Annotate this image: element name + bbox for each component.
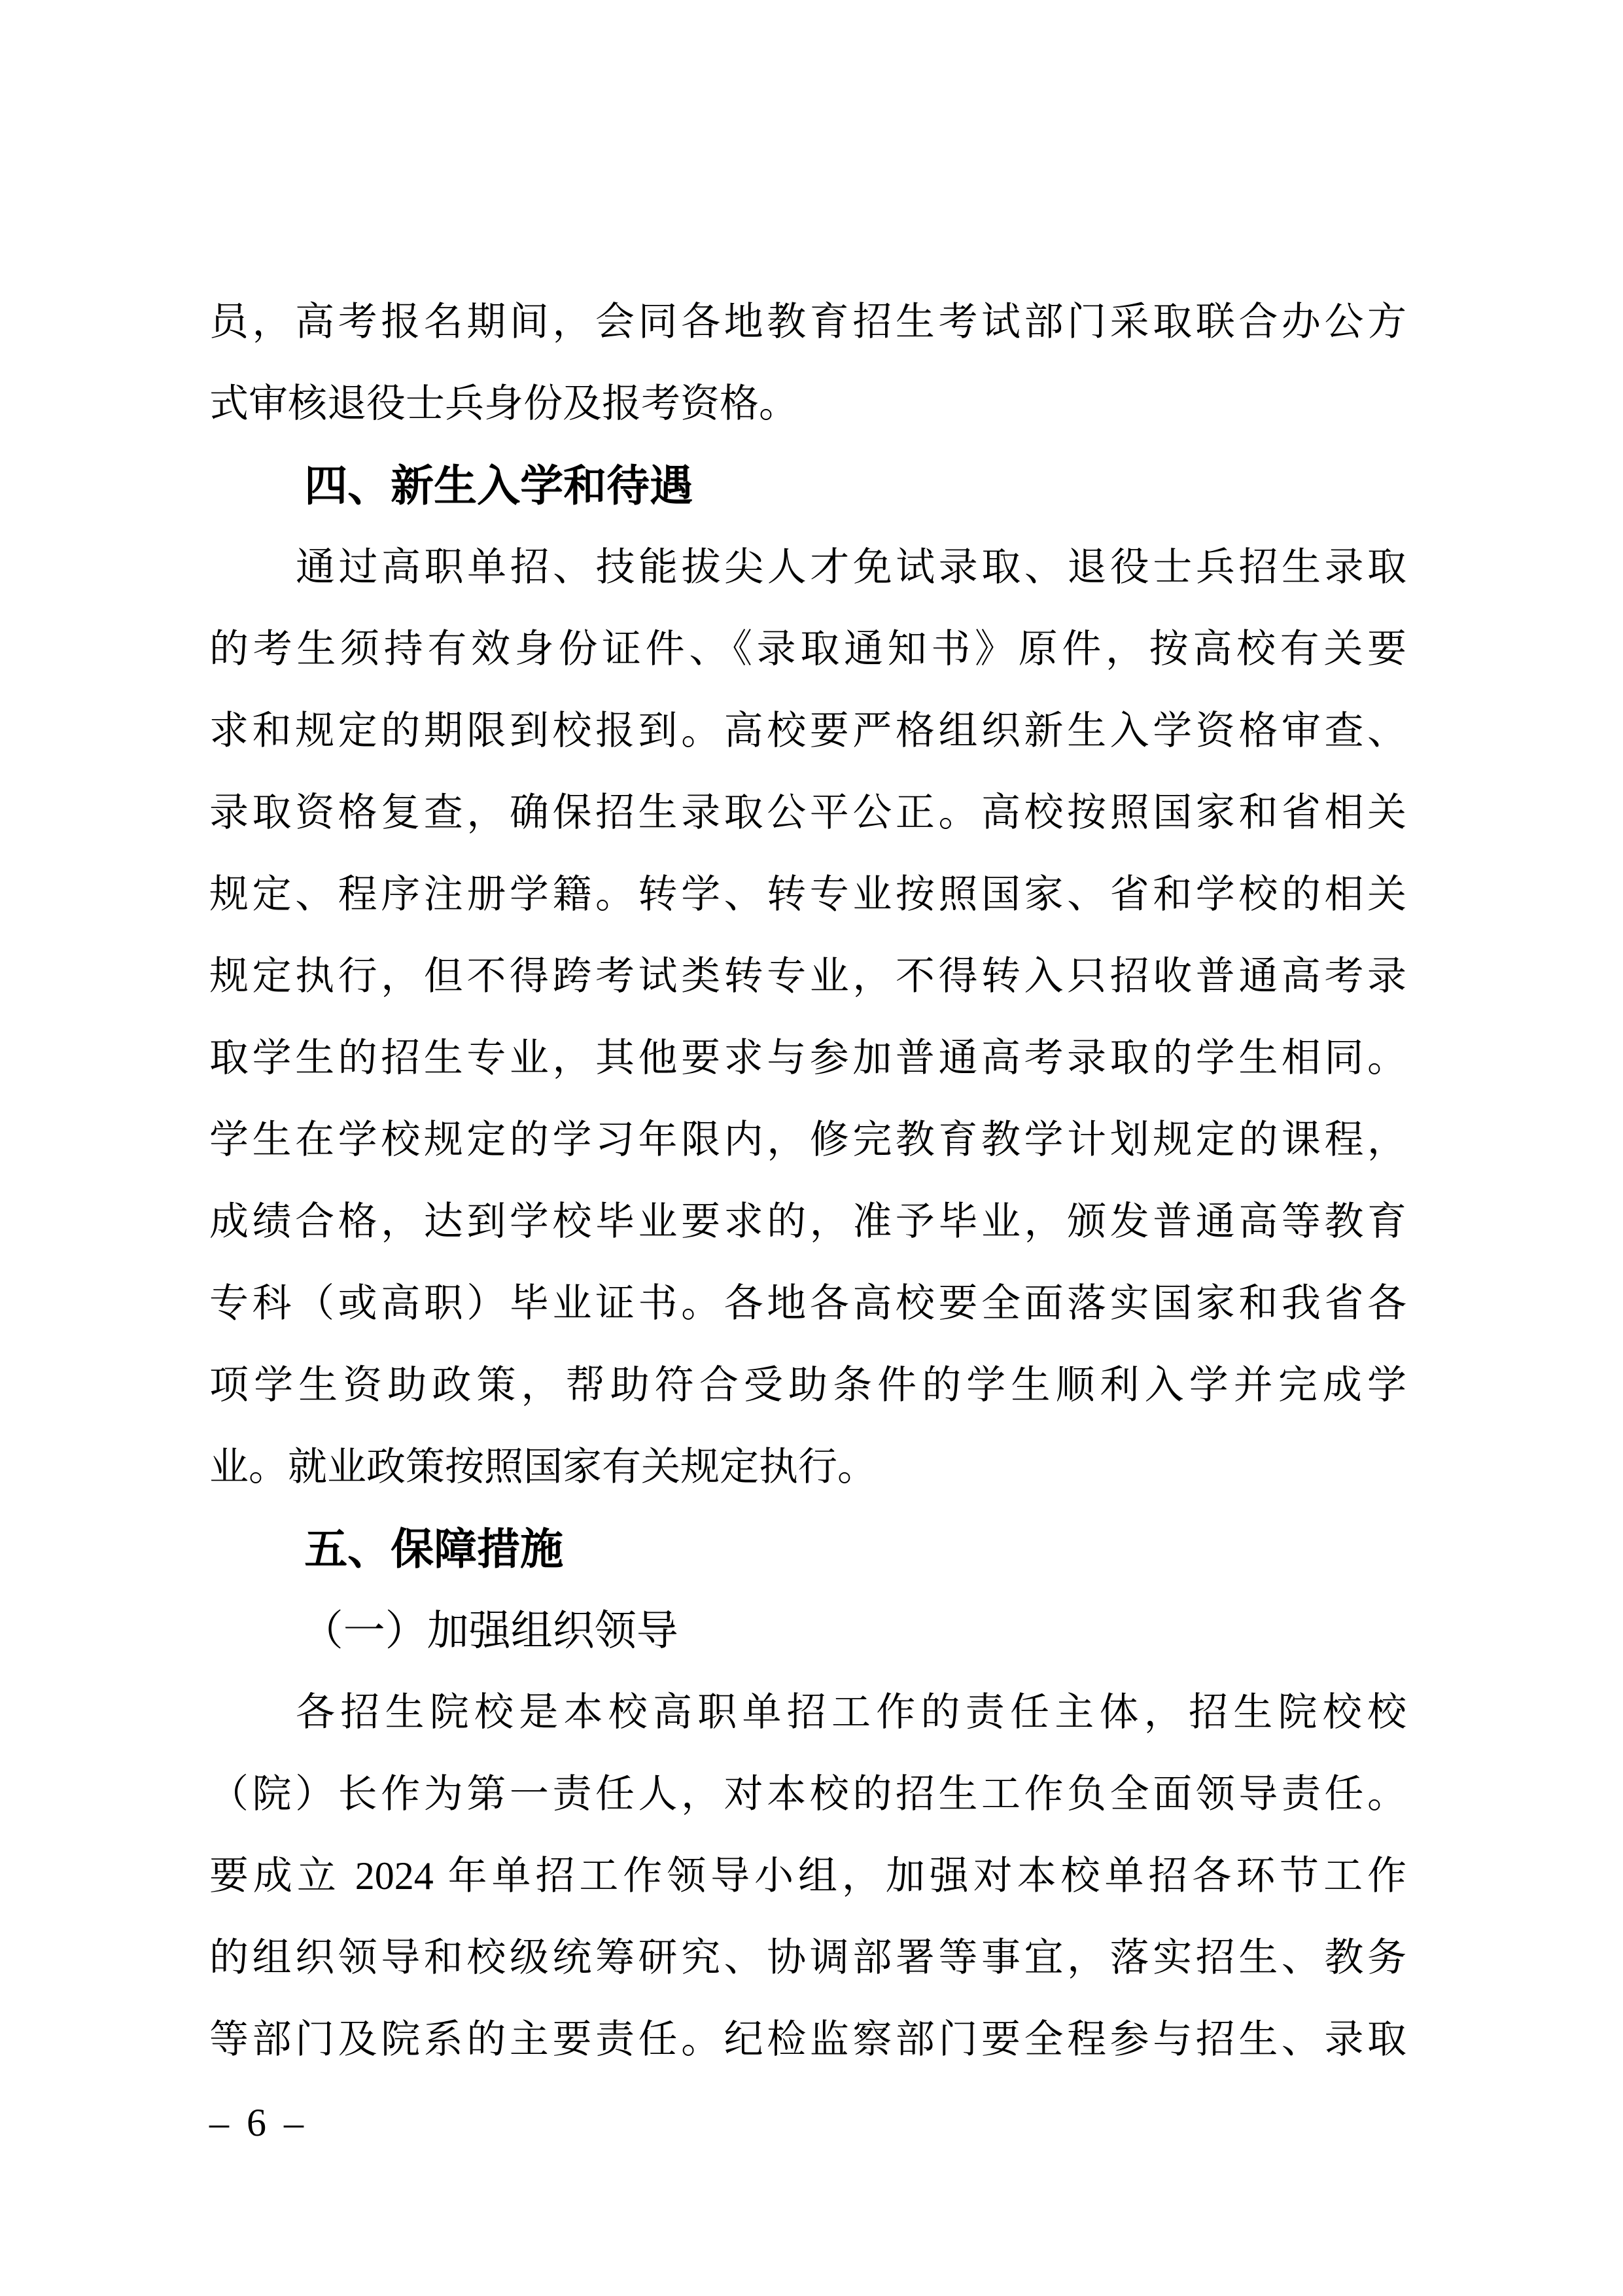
body-line: （院）长作为第一责任人，对本校的招生工作负全面领导责任。 [209,1773,1406,1816]
body-line: 规定执行，但不得跨考试类转专业，不得转入只招收普通高考录 [209,955,1406,998]
body-line: 项学生资助政策，帮助符合受助条件的学生顺利入学并完成学 [209,1364,1406,1407]
body-line: 各招生院校是本校高职单招工作的责任主体，招生院校校 [296,1691,1406,1734]
body-line: 录取资格复查，确保招生录取公平公正。高校按照国家和省相关 [209,791,1406,834]
document-text-block [209,281,1406,2081]
body-line: 学生在学校规定的学习年限内，修完教育教学计划规定的课程， [209,1118,1406,1161]
body-line: 取学生的招生专业，其他要求与参加普通高考录取的学生相同。 [209,1036,1406,1080]
body-line: 员，高考报名期间，会同各地教育招生考试部门采取联合办公方 [209,300,1406,344]
section-heading: 四、新生入学和待遇 [304,461,693,510]
sub-heading: （一）加强组织领导 [301,1608,678,1654]
section-heading: 五、保障措施 [304,1525,564,1573]
body-line: 通过高职单招、技能拔尖人才免试录取、退役士兵招生录取 [296,546,1406,589]
body-line: 专科（或高职）毕业证书。各地各高校要全面落实国家和我省各 [209,1282,1406,1325]
body-line: 的考生须持有效身份证件、《录取通知书》原件，按高校有关要 [209,627,1406,671]
body-line: 的组织领导和校级统筹研究、协调部署等事宜，落实招生、教务 [209,1936,1406,1979]
body-line: 业。就业政策按照国家有关规定执行。 [209,1445,877,1489]
page-number: – 6 – [209,2101,307,2144]
body-line: 成绩合格，达到学校毕业要求的，准予毕业，颁发普通高等教育 [209,1200,1406,1243]
body-line: 等部门及院系的主要责任。纪检监察部门要全程参与招生、录取 [209,2018,1406,2061]
body-line: 要成立 2024 年单招工作领导小组，加强对本校单招各环节工作 [209,1854,1406,1898]
body-line: 规定、程序注册学籍。转学、转专业按照国家、省和学校的相关 [209,873,1406,916]
body-line: 求和规定的期限到校报到。高校要严格组织新生入学资格审查、 [209,709,1406,752]
body-line: 式审核退役士兵身份及报考资格。 [209,382,798,425]
